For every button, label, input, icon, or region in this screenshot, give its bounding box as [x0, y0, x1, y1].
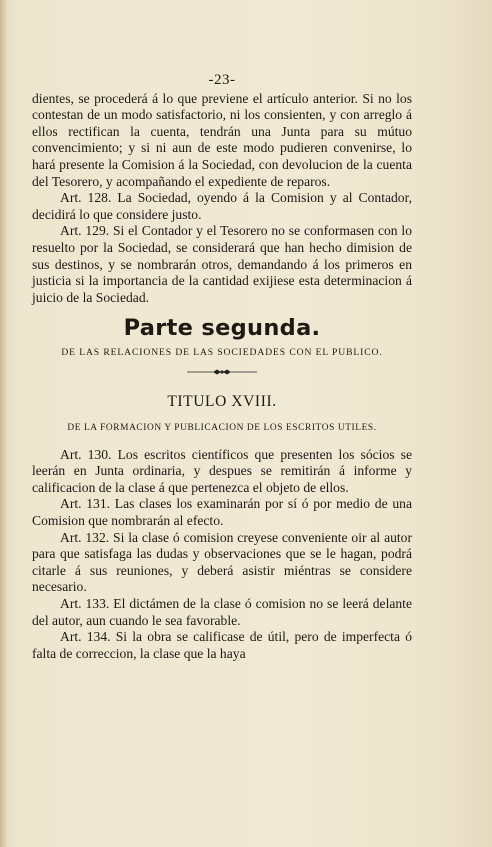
article-128: Art. 128. La Sociedad, oyendo á la Comision y al Contador, decidirá lo que considere justo. [32, 190, 412, 222]
article-133: Art. 133. El dictámen de la clase ó comision no se leerá delante del autor, aun cuando le sea favorable. [32, 596, 412, 628]
page-number: -23- [208, 72, 236, 88]
page-shading [432, 0, 492, 847]
titulo-subheading: DE LA FORMACION Y PUBLICACION DE LOS ESCRITOS UTILES. [67, 423, 377, 434]
article-131: Art. 131. Las clases los examinarán por sí ó por medio de una Comision que nombrarán al efecto. [32, 496, 412, 529]
page-spine-edge [0, 0, 7, 847]
opening-paragraph: dientes, se procederá á lo que previene el artículo anterior. Si no los contestan de un modo satisfactorio, ni los consienten, y con arreglo á ellos rectifican la cuenta, tendrán una Junta para su mútuo convencimiento; y si ni aun de este modo pudieren convenirse, lo hará presente la Comision á la Sociedad, con devolucion de la cuenta del Tesorero, y acompañando el expediente de reparos. [32, 90, 412, 189]
titulo-heading: TITULO XVIII. [167, 392, 277, 410]
part-subheading: DE LAS RELACIONES DE LAS SOCIEDADES CON EL PUBLICO. [61, 346, 383, 358]
article-132: Art. 132. Si la clase ó comision creyese conveniente oir al autor para que satisfaga las dudas y observaciones que se le hagan, podrá citarle á sus reuniones, y deberá asistir miéntras se considere necesario. [32, 529, 412, 595]
part-heading: Parte segunda. [123, 315, 321, 342]
article-130: Art. 130. Los escritos científicos que presenten los sócios se leerán en Junta ordinaria, y despues se remitirán á informe y calificacion de la clase á que pertenezca el objeto de ellos. [32, 446, 412, 495]
page-text-block [32, 72, 412, 662]
decorative-rule-ornament [187, 368, 257, 376]
article-129: Art. 129. Si el Contador y el Tesorero no se conformasen con lo resuelto por la Sociedad, se considerará que han hecho dimision de sus destinos, y se nombrarán otros, demandando á los primeros en justicia si la importancia de la cantidad exijiese esta determinacion á juicio de la Sociedad. [32, 223, 412, 305]
article-134: Art. 134. Si la obra se calificase de útil, pero de imperfecta ó falta de correccion, la clase que la haya [32, 629, 412, 661]
